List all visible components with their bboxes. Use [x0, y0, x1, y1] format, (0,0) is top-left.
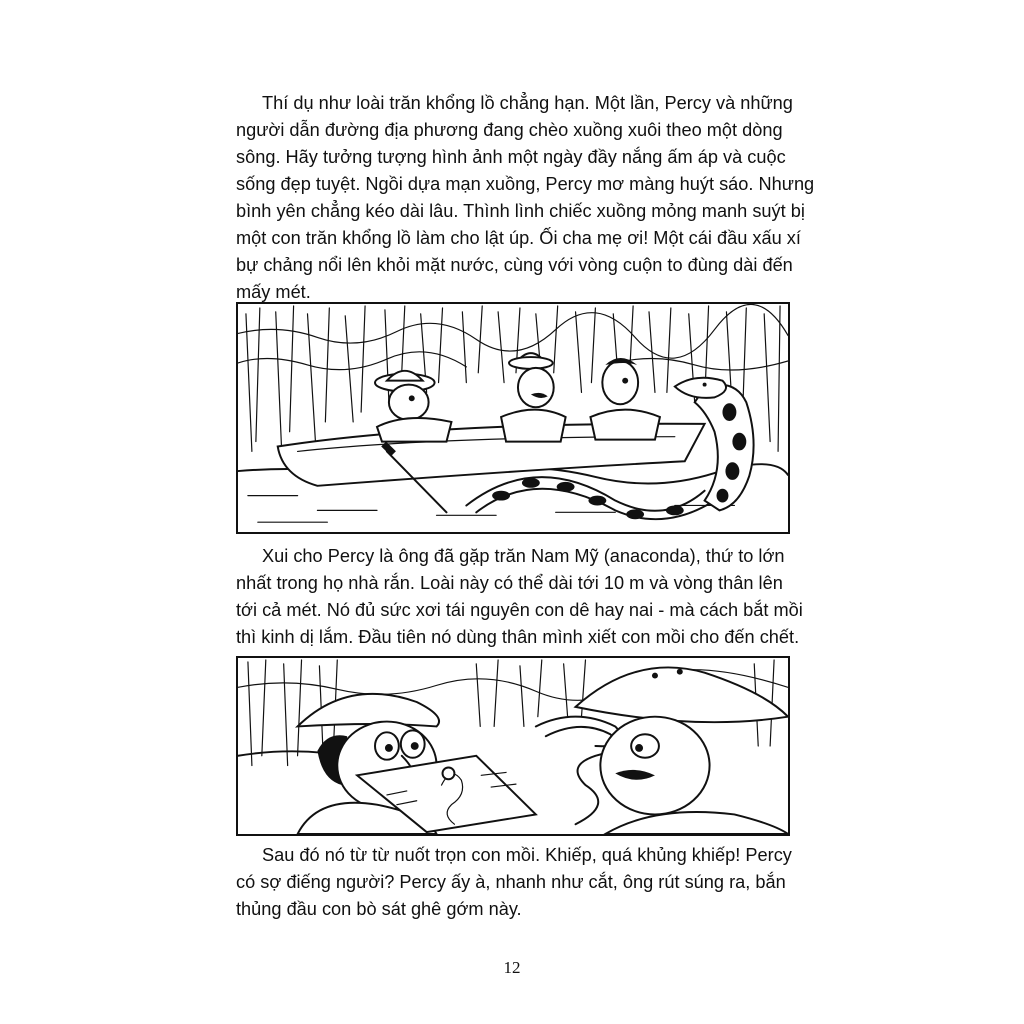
- canoe-scene-drawing: [238, 304, 788, 532]
- text-line: bình yên chẳng kéo dài lâu. Thình lình chiếc xuồng mỏng manh suýt bị: [236, 201, 805, 221]
- paragraph-3: [236, 842, 790, 923]
- text-line: mấy mét.: [236, 282, 311, 302]
- text-line: thủng đầu con bò sát ghê gớm này.: [236, 899, 522, 919]
- page-number: 12: [503, 958, 521, 977]
- paragraph-1: [236, 90, 815, 306]
- text-line: người dẫn đường địa phương đang chèo xuồng xuôi theo một dòng: [236, 120, 783, 140]
- text-line: Sau đó nó từ từ nuốt trọn con mồi. Khiếp, quá khủng khiếp! Percy: [262, 845, 792, 865]
- sketch-scene-drawing: [238, 658, 788, 834]
- text-line: sống đẹp tuyệt. Ngồi dựa mạn xuồng, Percy mơ màng huýt sáo. Nhưng: [236, 174, 815, 194]
- paragraph-2: [236, 543, 803, 651]
- illustration-canoe-anaconda: [236, 302, 790, 534]
- text-line: Thí dụ như loài trăn khổng lồ chẳng hạn. Một lần, Percy và những: [262, 93, 793, 113]
- text-line: nhất trong họ nhà rắn. Loài này có thể dài tới 10 m và vòng thân lên: [236, 573, 783, 593]
- text-line: một con trăn khổng lồ làm cho lật úp. Ối cha mẹ ơi! Một cái đầu xấu xí: [236, 228, 801, 248]
- text-line: thì kinh dị lắm. Đầu tiên nó dùng thân mình xiết con mồi cho đến chết.: [236, 627, 800, 647]
- text-line: tới cả mét. Nó đủ sức xơi tái nguyên con dê hay nai - mà cách bắt mồi: [236, 600, 803, 620]
- text-line: có sợ điếng người? Percy ấy à, nhanh như cắt, ông rút súng ra, bắn: [236, 872, 786, 892]
- text-line: sông. Hãy tưởng tượng hình ảnh một ngày đầy nắng ấm áp và cuộc: [236, 147, 786, 167]
- illustration-sketchbook-snake: [236, 656, 790, 836]
- text-line: Xui cho Percy là ông đã gặp trăn Nam Mỹ (anaconda), thứ to lớn: [262, 546, 785, 566]
- text-line: bự chảng nổi lên khỏi mặt nước, cùng với vòng cuộn to đùng dài đến: [236, 255, 793, 275]
